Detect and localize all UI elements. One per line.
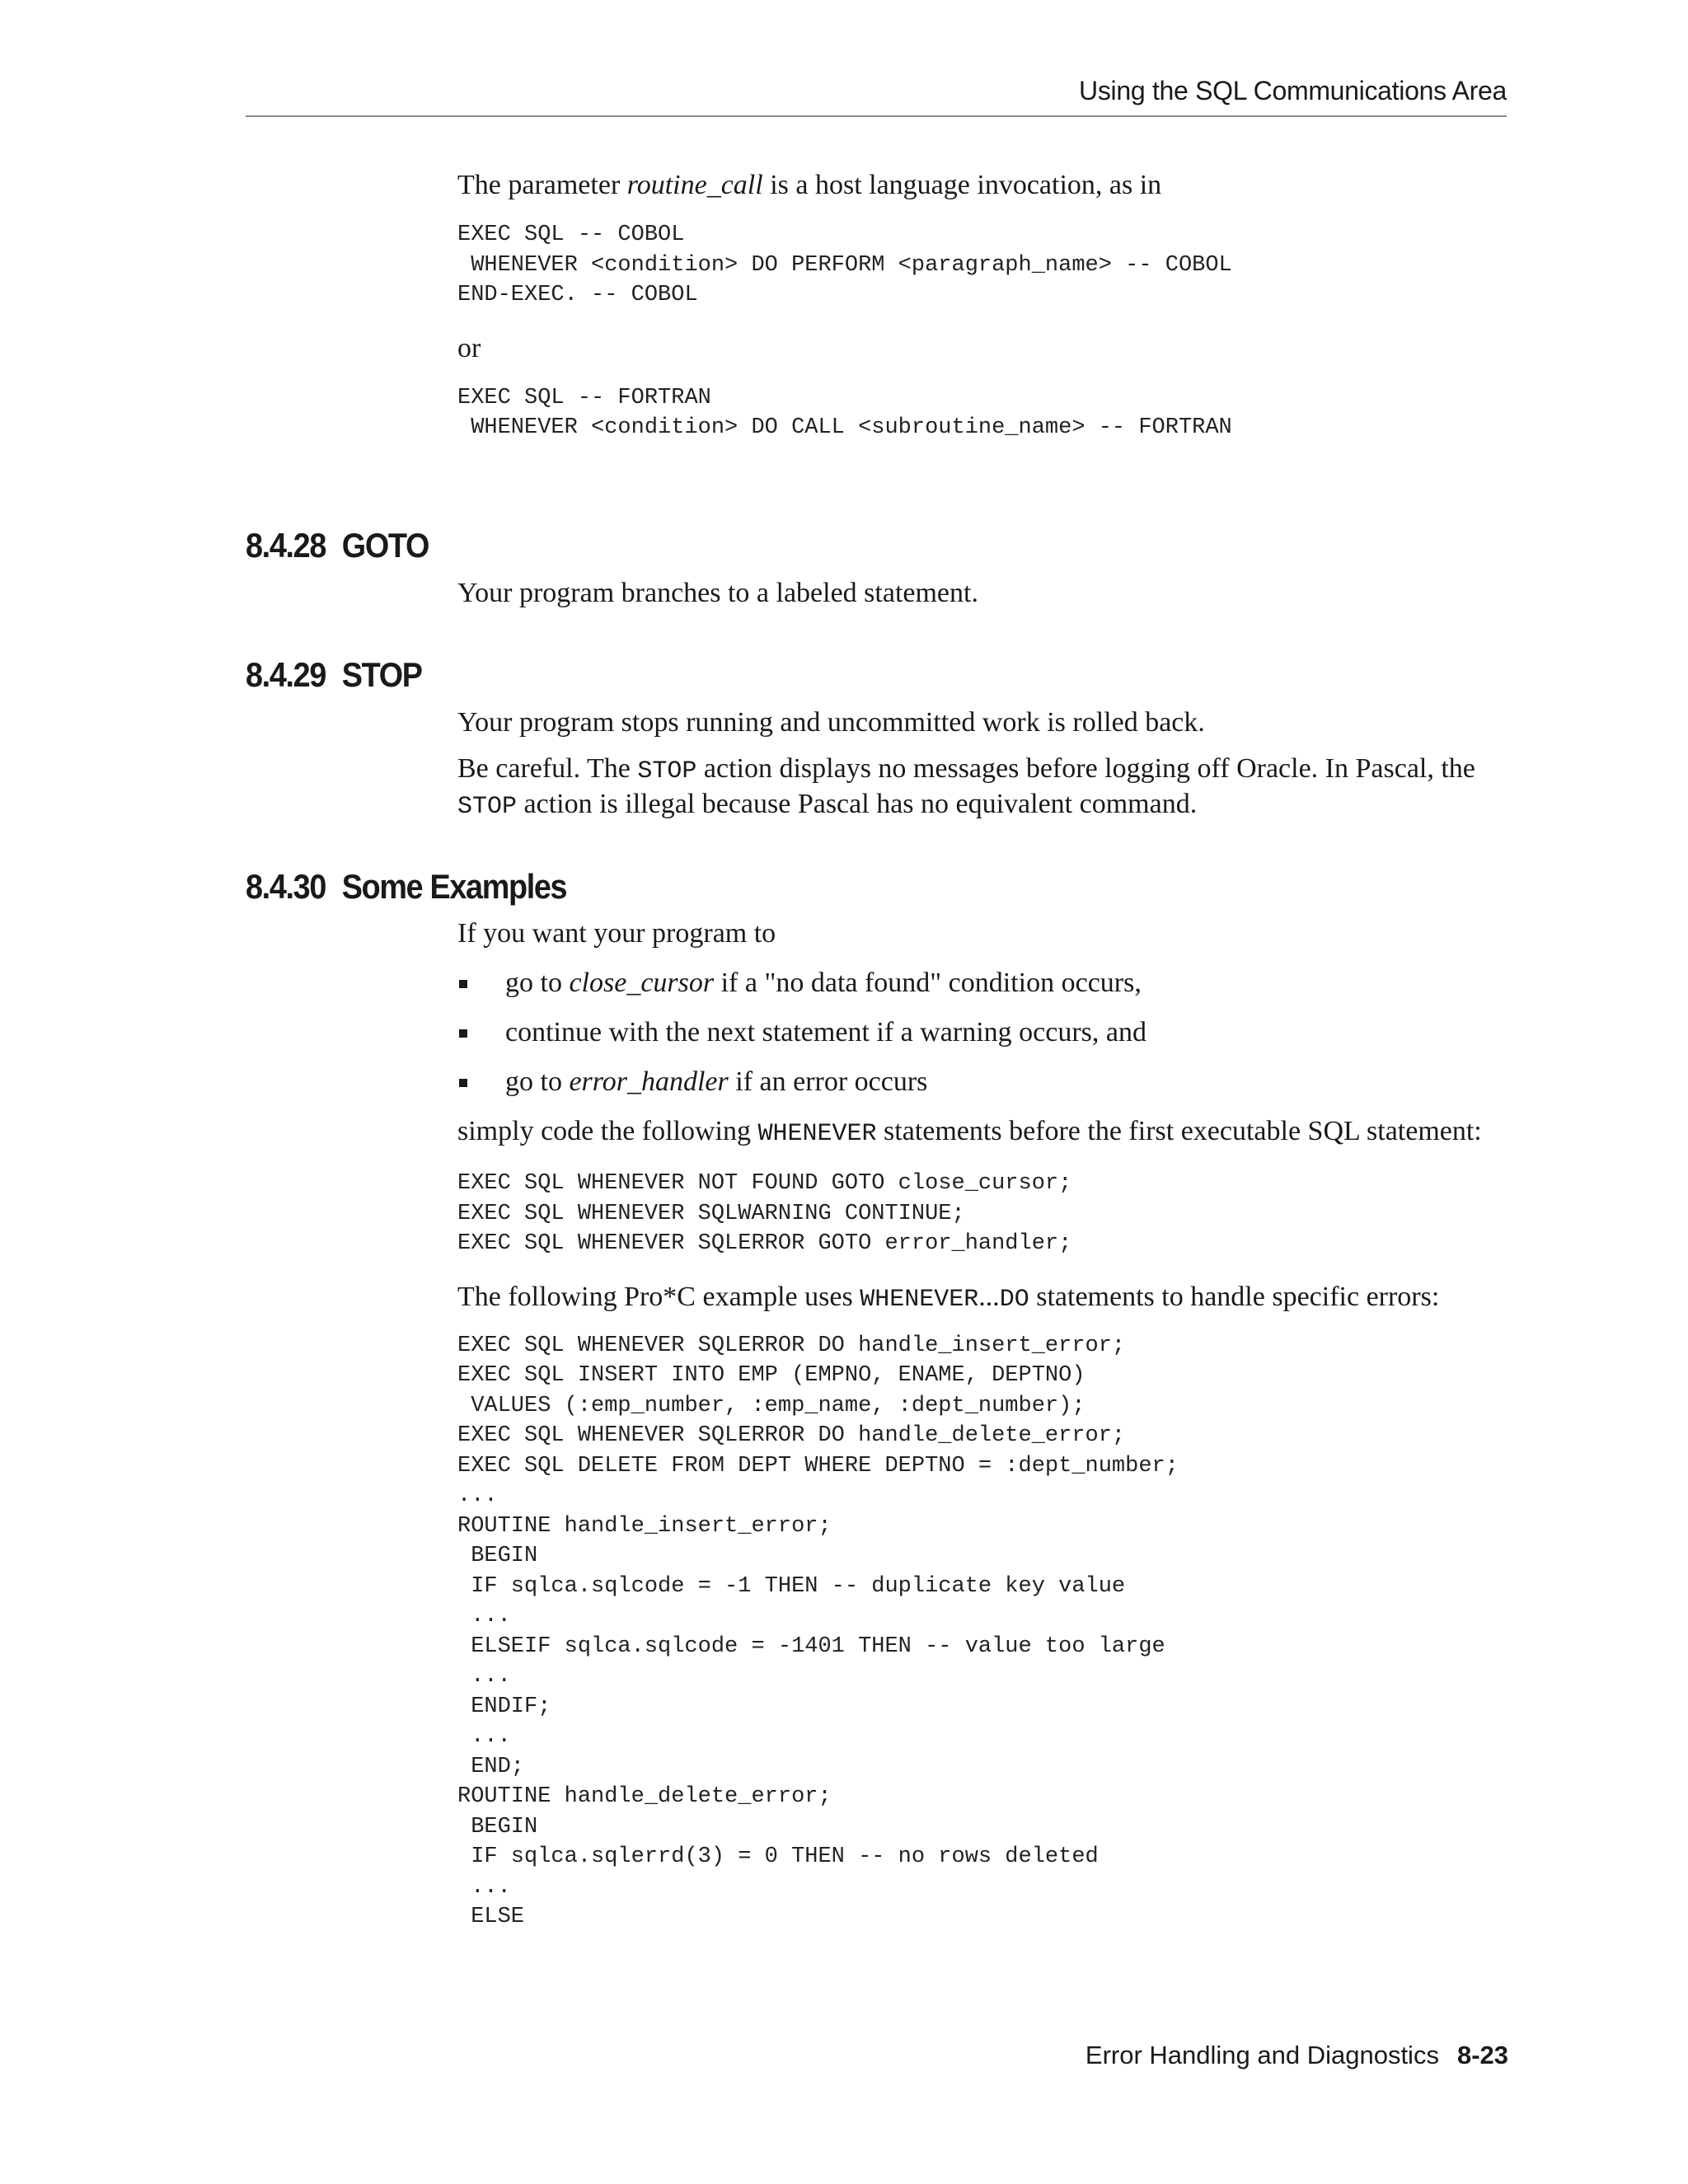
paragraph-text: The following Pro*C example uses <box>457 1281 860 1312</box>
heading-number: 8.4.28 <box>246 526 326 565</box>
heading-title: STOP <box>341 655 422 694</box>
paragraph-text: statements before the first executable SQL statement: <box>876 1116 1482 1146</box>
goto-section <box>457 577 1508 623</box>
heading-number: 8.4.30 <box>246 867 326 906</box>
bullet-square-icon <box>459 980 467 988</box>
code-proc-example: EXEC SQL WHENEVER SQLERROR DO handle_insert_error; EXEC SQL INSERT INTO EMP (EMPNO, ENAME, DEPTNO) VALUES (:emp_number, :emp_name, :dept_number); EXEC SQL WHENEVER SQLERROR DO handle_delete_error; EXEC SQL DELETE FROM DEPT WHERE DEPTNO = :dept_number; ... ROUTINE handle_insert_error; BEGIN IF sqlca.sqlcode = -1 THEN -- duplicate key value ... ELSEIF sqlca.sqlcode = -1401 THEN -- value too large ... ENDIF; ... END; ROUTINE handle_delete_error; BEGIN IF sqlca.sqlerrd(3) = 0 THEN -- no rows deleted ... ELSE <box>457 1333 1179 1929</box>
bullet-text: go to <box>505 1066 570 1097</box>
code-cobol: EXEC SQL -- COBOL WHENEVER <condition> DO PERFORM <paragraph_name> -- COBOL END-EXEC. -- COBOL <box>457 223 1232 307</box>
footer-chapter: Error Handling and Diagnostics <box>1085 2041 1439 2069</box>
examples-bullet-list <box>457 967 1508 1099</box>
heading-title: Some Examples <box>341 867 567 906</box>
intro-emphasis: routine_call <box>626 170 763 200</box>
stop-text-part: action displays no messages before logging off Oracle. In Pascal, the <box>696 753 1475 784</box>
bullet-text-end: if an error occurs <box>728 1066 928 1097</box>
running-footer <box>1085 2041 1508 2070</box>
heading-title: GOTO <box>341 526 429 565</box>
bullet-text: continue with the next statement if a warning occurs, and <box>505 1017 1146 1047</box>
intro-paragraph <box>457 169 1508 202</box>
following-paragraph <box>457 1281 1508 1316</box>
inline-code: WHENEVER <box>860 1285 979 1314</box>
goto-text: Your program branches to a labeled statement. <box>457 578 978 608</box>
intro-text: The parameter <box>457 170 627 200</box>
heading-stop <box>246 655 422 695</box>
heading-number: 8.4.29 <box>246 655 326 694</box>
stop-text-part: action is illegal because Pascal has no equivalent command. <box>517 789 1198 819</box>
heading-examples <box>246 867 566 907</box>
stop-text-1: Your program stops running and uncommitted work is rolled back. <box>457 707 1205 738</box>
heading-goto <box>246 526 429 565</box>
inline-code: DO <box>999 1285 1029 1314</box>
examples-lead: If you want your program to <box>457 918 776 949</box>
bullet-square-icon <box>459 1029 467 1038</box>
examples-section <box>457 917 1508 1954</box>
stop-section <box>457 706 1508 837</box>
header-title: Using the SQL Communications Area <box>1079 76 1507 105</box>
inline-code: WHENEVER <box>757 1120 877 1148</box>
bullet-square-icon <box>459 1079 467 1087</box>
inline-code: STOP <box>457 793 518 821</box>
running-header <box>246 68 1507 117</box>
code-whenever-examples: EXEC SQL WHENEVER NOT FOUND GOTO close_cursor; EXEC SQL WHENEVER SQLWARNING CONTINUE; EXEC SQL WHENEVER SQLERROR GOTO error_handler; <box>457 1171 1072 1256</box>
list-item <box>457 1016 1508 1049</box>
simply-paragraph <box>457 1115 1508 1151</box>
intro-text-end: is a host language invocation, as in <box>762 170 1162 200</box>
stop-text-part: Be careful. The <box>457 753 638 784</box>
list-item <box>457 1066 1508 1099</box>
paragraph-text: ... <box>978 1281 1000 1312</box>
page-number: 8-23 <box>1456 2041 1508 2069</box>
bullet-text: go to <box>505 968 570 998</box>
stop-text-2 <box>457 752 1508 823</box>
or-text: or <box>457 332 481 363</box>
intro-section <box>457 169 1508 465</box>
paragraph-text: simply code the following <box>457 1116 758 1146</box>
bullet-emphasis: close_cursor <box>569 968 715 998</box>
bullet-text-end: if a "no data found" condition occurs, <box>714 968 1142 998</box>
inline-code: STOP <box>637 757 697 785</box>
code-fortran: EXEC SQL -- FORTRAN WHENEVER <condition> DO CALL <subroutine_name> -- FORTRAN <box>457 385 1232 440</box>
bullet-emphasis: error_handler <box>569 1066 729 1097</box>
paragraph-text: statements to handle specific errors: <box>1029 1281 1440 1312</box>
list-item <box>457 967 1508 1000</box>
